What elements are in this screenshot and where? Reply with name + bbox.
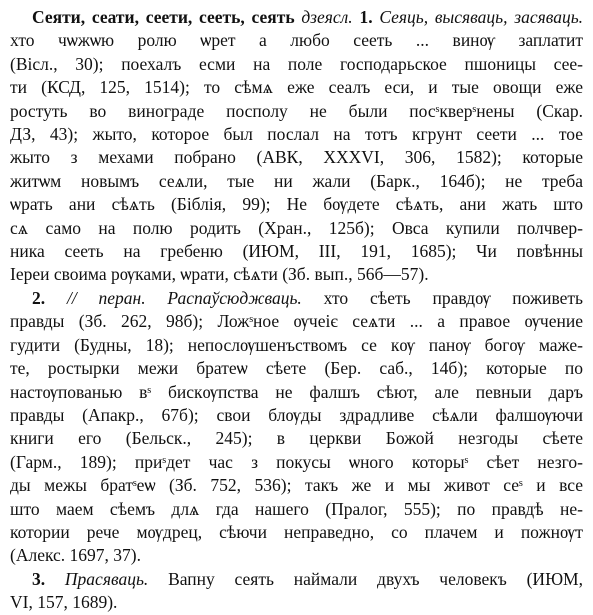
sense-gloss: // перан. Распаўсюджваць. [66,287,302,308]
text-line: настѹпованью вˢ бискѹпства не фалшъ сѣют, але певныи даръ [10,381,583,402]
text-line: сѧ само на полю родить (Хран., 125б); Овса купили полчвер- [10,217,583,238]
text-line: правды (Апакр., 67б); свои блѹды здрадливе сѣѧли фалшѹючи [10,404,583,425]
text-line: (Гарм., 189); приˢдет час з покусы ѡного которыˢ сѣет незго- [10,451,583,472]
sense-first-line: 2. // перан. Распаўсюджваць. хто сѣеть правдѹ поживеть [32,287,583,308]
sense-number: 1. [359,7,373,27]
sense-1 [10,6,583,287]
sense-3 [10,568,583,615]
sense-2 [10,287,583,568]
text-line: (Алекс. 1697, 37). [10,545,142,566]
sense-first-line: 3. Прасяваць. Вапну сеять наймали двухъ человекъ (ИЮМ, [32,568,583,589]
text-line: ти (КСД, 125, 1514); то сѣмѧ еже сеалъ еси, и тые овощи еже [10,77,583,98]
text-line: гудити (Будны, 18); непослѹшенъствомъ се кѹ панѹ богѹ маже- [10,334,583,355]
sense-gloss: Сеяць, высяваць, засяваць. [379,7,583,27]
part-of-speech: дзеясл. [301,7,353,27]
text-line: ростуть во винограде посполу не были посˢкверˢнены (Скар. [10,100,583,121]
text-line: VI, 157, 1689). [10,592,118,613]
headword: Сеяти, сеати, сеети, сееть, сеять [32,7,295,27]
text-line: Іереи своима рѹками, ѡрати, сѣѧти (Зб. вып., 56б—57). [10,264,429,285]
text-line: ника сееть на гребеню (ИЮМ, III, 191, 1685); Чи повѣнны [10,241,583,262]
text-line: ды межы братˢеѡ (Зб. 752, 536); такъ же и мы живот сеˢ и все [10,475,583,496]
text-line: книги его (Бельск., 245); в церкви Божой незгоды сѣете [10,428,583,449]
text-line: те, ростырки межи братеѡ сѣете (Бер. саб., 14б); которые по [10,358,583,379]
text-line: ѡрать ани сѣѧть (Біблія, 99); Не бѹдете сѣѧть, ани жать што [10,194,583,215]
sense-gloss: Прасяваць. [64,568,149,589]
text-line: правды (Зб. 262, 98б); Ложˢное ѹчеіє сеѧти ... а правое ѹчение [10,311,583,332]
text-line: што маем сѣемъ длѧ гда нашего (Пралог, 555); по правдѣ не- [10,498,583,519]
text-line: житѡм новымъ сеѧли, тые ни жали (Барк., 164б); не треба [10,170,583,191]
text-line: хто чѡжѡю ролю ѡрет а любо сееть ... винѹ заплатит [10,30,583,51]
text-line: (Вісл., 30); поехалъ есми на поле господарьское пшоницы сее- [10,53,583,74]
entry-first-line [10,6,583,29]
sense-number: 3. [32,568,46,589]
sense-number: 2. [32,287,46,308]
text-line: котории рече мѹдрец, сѣючи неправедно, со плачем и пожнѹт [10,521,583,542]
text-line: жыто з мехами побрано (АВК, XXXVI, 306, 1582); которые [10,147,583,168]
text-line: ДЗ, 43); жыто, которое был послал на тотъ кгрунт сеети ... тое [10,124,583,145]
